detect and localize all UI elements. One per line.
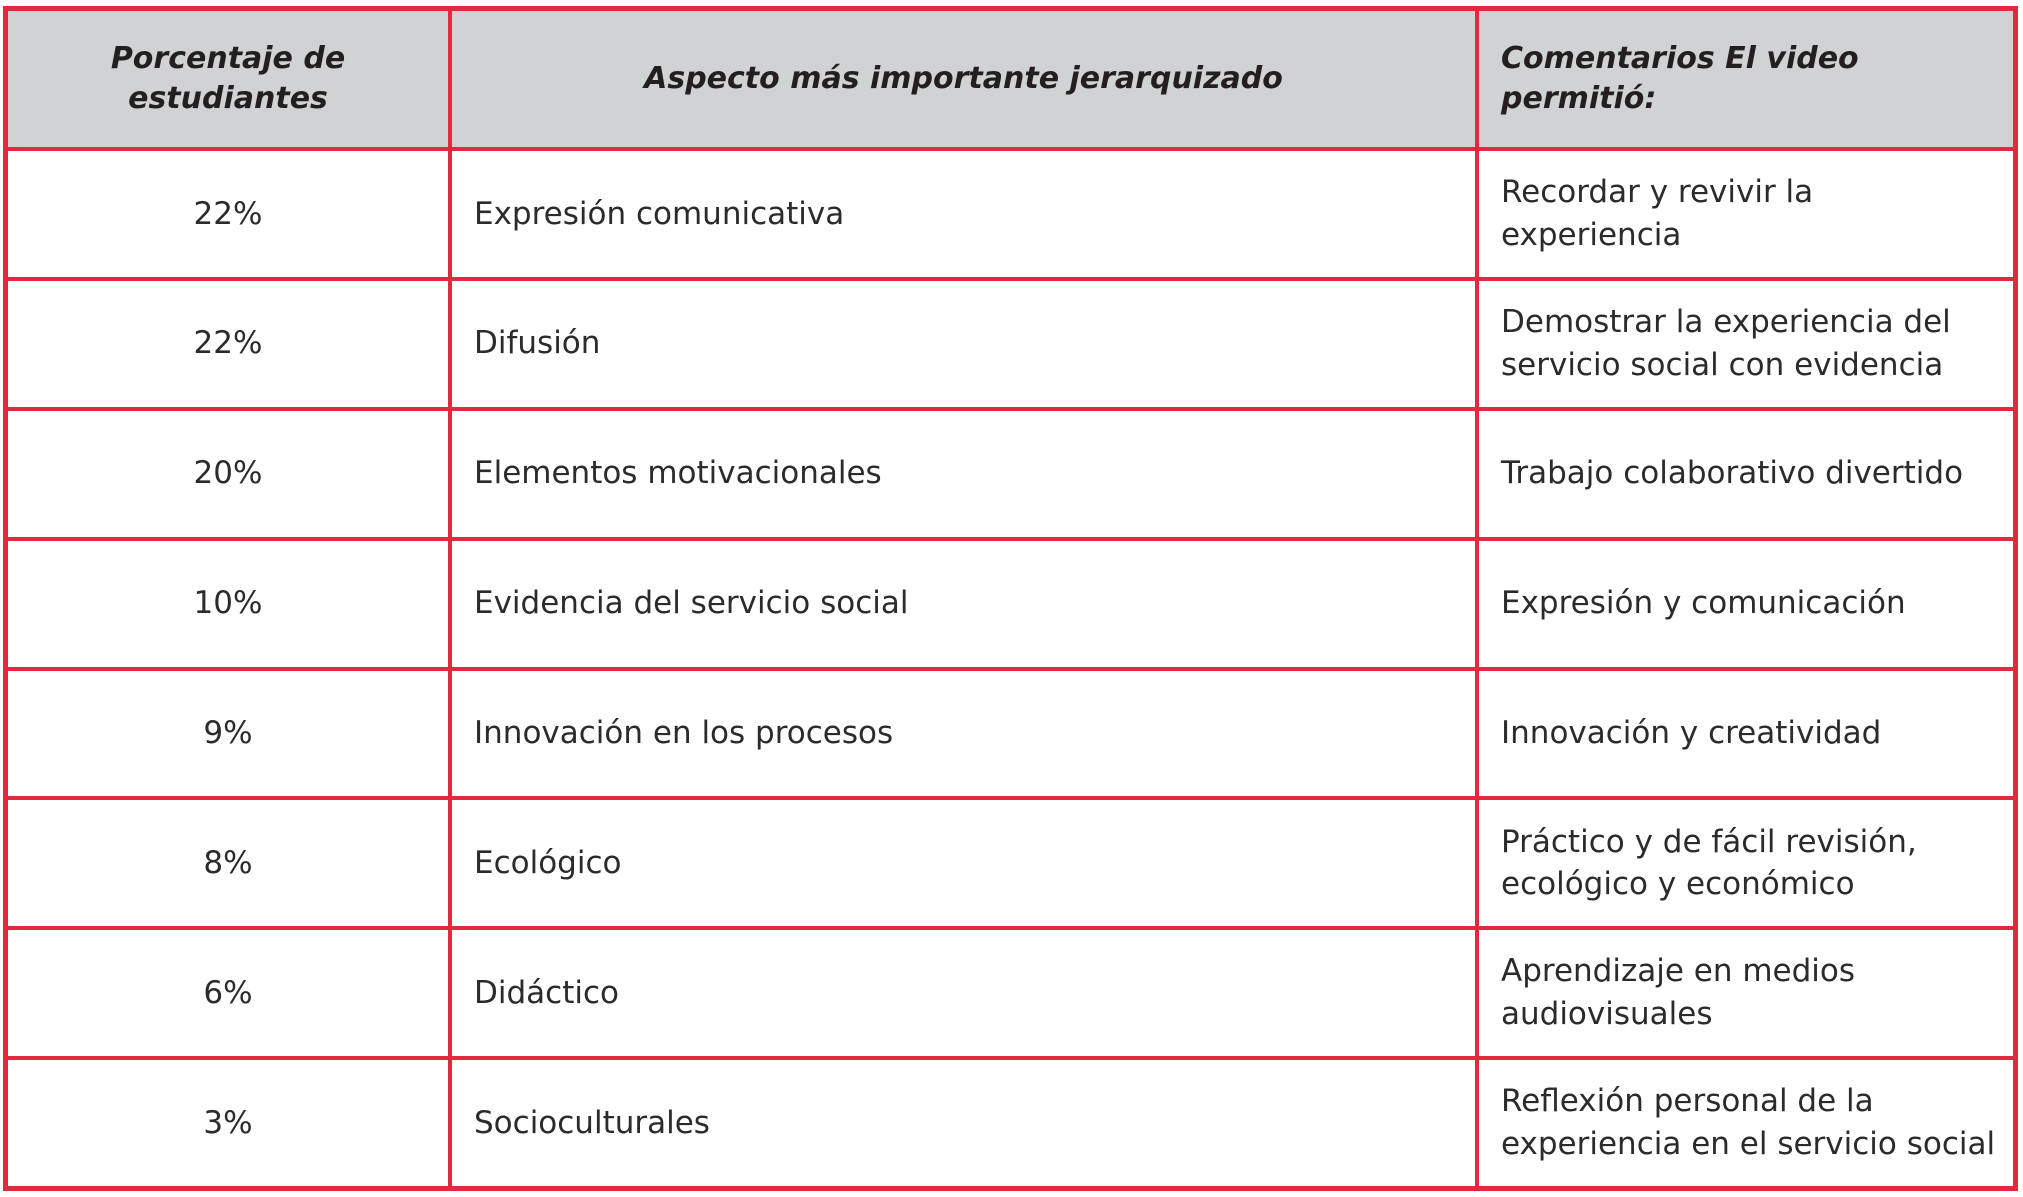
header-percent	[8, 11, 448, 147]
row-7-comment: Aprendizaje en medios audiovisuales	[1479, 930, 2013, 1056]
results-table	[3, 6, 2018, 1191]
row-1-aspect: Expresión comunicativa	[452, 151, 1475, 277]
row-8-aspect: Socioculturales	[452, 1060, 1475, 1186]
header-comments: Comentarios El video permitió:	[1479, 11, 2013, 147]
row-5-comment: Innovación y creatividad	[1479, 671, 2013, 797]
row-7-percent: 6%	[8, 930, 448, 1056]
row-2-comment: Demostrar la experiencia del servicio social con evidencia	[1479, 281, 2013, 407]
row-8-comment: Reflexión personal de la experiencia en el servicio social	[1479, 1060, 2013, 1186]
row-8-percent: 3%	[8, 1060, 448, 1186]
header-percent-line1: Porcentaje de	[110, 40, 346, 76]
row-1-comment: Recordar y revivir la experiencia	[1479, 151, 2013, 277]
row-6-comment: Práctico y de fácil revisión, ecológico y económico	[1479, 800, 2013, 926]
header-aspect: Aspecto más importante jerarquizado	[452, 11, 1475, 147]
row-3-aspect: Elementos motivacionales	[452, 411, 1475, 537]
row-2-percent: 22%	[8, 281, 448, 407]
row-4-aspect: Evidencia del servicio social	[452, 541, 1475, 667]
row-1-percent: 22%	[8, 151, 448, 277]
row-4-comment: Expresión y comunicación	[1479, 541, 2013, 667]
row-2-aspect: Difusión	[452, 281, 1475, 407]
row-6-aspect: Ecológico	[452, 800, 1475, 926]
row-3-comment: Trabajo colaborativo divertido	[1479, 411, 2013, 537]
row-5-aspect: Innovación en los procesos	[452, 671, 1475, 797]
row-7-aspect: Didáctico	[452, 930, 1475, 1056]
header-percent-line2: estudiantes	[128, 81, 328, 116]
row-6-percent: 8%	[8, 800, 448, 926]
row-4-percent: 10%	[8, 541, 448, 667]
row-3-percent: 20%	[8, 411, 448, 537]
row-5-percent: 9%	[8, 671, 448, 797]
